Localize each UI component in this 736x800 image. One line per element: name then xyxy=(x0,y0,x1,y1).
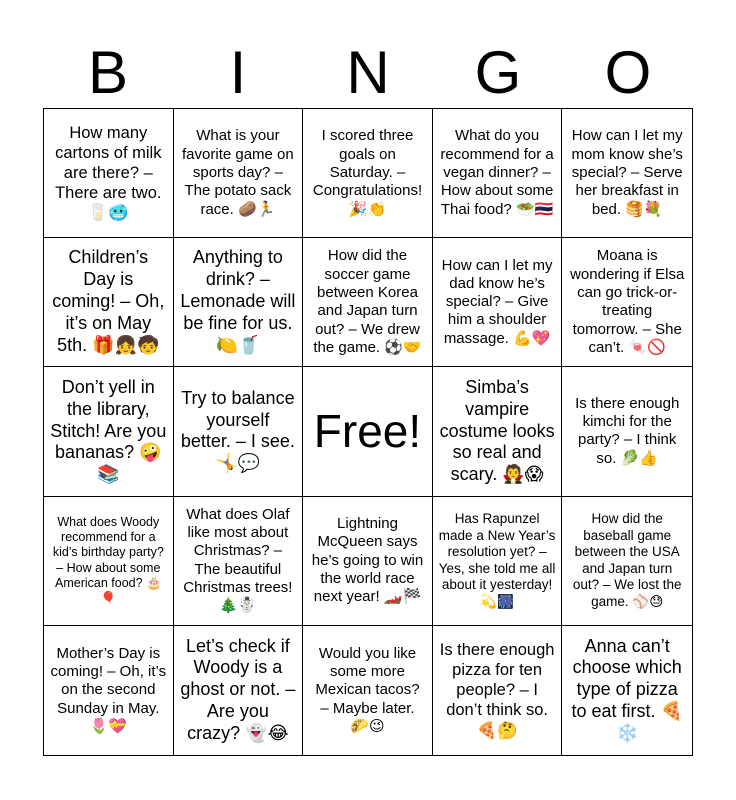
bingo-cell-r2c1[interactable] xyxy=(44,238,174,367)
cell-text: How did the baseball game between the USA and Japan turn out? – We lost the game. ⚾😓 xyxy=(572,511,682,609)
bingo-board xyxy=(43,108,693,756)
bingo-cell-r5c4[interactable] xyxy=(433,626,563,755)
cell-text: Has Rapunzel made a New Year’s resolution yet? – Yes, she told me all about it yesterday! 💫🎆 xyxy=(438,511,556,609)
header-letter-i: I xyxy=(229,39,247,106)
bingo-cell-free[interactable] xyxy=(303,367,433,496)
bingo-cell-r1c3[interactable] xyxy=(303,109,433,238)
cell-text: Lightning McQueen says he’s going to win the world race next year! 🏎️🏁 xyxy=(311,514,424,606)
bingo-cell-r3c2[interactable] xyxy=(174,367,304,496)
bingo-cell-r4c3[interactable] xyxy=(303,497,433,626)
cell-text: Try to balance yourself better. – I see. 🤸💬 xyxy=(180,387,295,474)
header-letter-b: B xyxy=(87,39,129,106)
cell-text: How did the soccer game between Korea and Japan turn out? – We drew the game. ⚽🤝 xyxy=(313,247,422,356)
header-letter-n: N xyxy=(346,39,390,106)
cell-text: Would you like some more Mexican tacos? – Maybe later. 🌮😉 xyxy=(315,644,420,735)
bingo-cell-r2c5[interactable] xyxy=(562,238,692,367)
bingo-cell-r3c4[interactable] xyxy=(433,367,563,496)
bingo-cell-r5c1[interactable] xyxy=(44,626,174,755)
bingo-cell-r2c3[interactable] xyxy=(303,238,433,367)
bingo-cell-r4c1[interactable] xyxy=(44,497,174,626)
bingo-cell-r4c5[interactable] xyxy=(562,497,692,626)
header-letter-g: G xyxy=(474,39,522,106)
bingo-cell-r5c2[interactable] xyxy=(174,626,304,755)
cell-text: How can I let my dad know he’s special? – Give him a shoulder massage. 💪💖 xyxy=(441,256,553,347)
bingo-cell-r4c4[interactable] xyxy=(433,497,563,626)
bingo-cell-r5c3[interactable] xyxy=(303,626,433,755)
bingo-cell-r3c5[interactable] xyxy=(562,367,692,496)
bingo-cell-r3c1[interactable] xyxy=(44,367,174,496)
cell-text: What does Woody recommend for a kid’s birthday party? – How about some American food? 🎂🎈 xyxy=(52,514,164,606)
cell-text: How can I let my mom know she’s special? – Serve her breakfast in bed. 🥞💐 xyxy=(571,127,683,218)
cell-text: Let’s check if Woody is a ghost or not. – Are you crazy? 👻😂 xyxy=(180,635,296,744)
bingo-cell-r4c2[interactable] xyxy=(174,497,304,626)
header-letter-o: O xyxy=(604,39,652,106)
cell-text: Is there enough kimchi for the party? – I think so. 🥬👍 xyxy=(575,394,680,467)
cell-text: What does Olaf like most about Christmas? – The beautiful Christmas trees! 🎄☃️ xyxy=(183,505,293,615)
cell-text: Children’s Day is coming! – Oh, it’s on May 5th. 🎁👧🧒 xyxy=(52,247,165,356)
cell-text: What do you recommend for a vegan dinner? – How about some Thai food? 🥗🇹🇭 xyxy=(440,127,554,218)
bingo-cell-r1c2[interactable] xyxy=(174,109,304,238)
cell-text: Is there enough pizza for ten people? – I don’t think so. 🍕🤔 xyxy=(439,641,555,740)
bingo-header xyxy=(43,38,693,108)
cell-text: Mother’s Day is coming! – Oh, it’s on the second Sunday in May. 🌷💝 xyxy=(50,644,167,735)
cell-text: Moana is wondering if Elsa can go trick-or-treating tomorrow. – She can’t. 🍬🚫 xyxy=(570,247,685,356)
cell-text: Don’t yell in the library, Stitch! Are you bananas? 🤪📚 xyxy=(50,376,167,485)
bingo-cell-r5c5[interactable] xyxy=(562,626,692,755)
cell-text: Anna can’t choose which type of pizza to eat first. 🍕❄️ xyxy=(571,635,683,744)
bingo-cell-r2c2[interactable] xyxy=(174,238,304,367)
cell-text: What is your favorite game on sports day? – The potato sack race. 🥔🏃 xyxy=(182,127,294,218)
free-space-text: Free! xyxy=(313,405,422,458)
bingo-cell-r1c5[interactable] xyxy=(562,109,692,238)
bingo-cell-r1c1[interactable] xyxy=(44,109,174,238)
cell-text: Anything to drink? – Lemonade will be fine for us. 🍋🥤 xyxy=(180,247,296,356)
cell-text: I scored three goals on Saturday. – Congratulations! 🎉👏 xyxy=(312,127,423,218)
cell-text: Simba’s vampire costume looks so real and scary. 🧛😱 xyxy=(439,376,555,485)
cell-text: How many cartons of milk are there? – There are two. 🥛🥶 xyxy=(55,123,162,223)
bingo-cell-r1c4[interactable] xyxy=(433,109,563,238)
bingo-cell-r2c4[interactable] xyxy=(433,238,563,367)
